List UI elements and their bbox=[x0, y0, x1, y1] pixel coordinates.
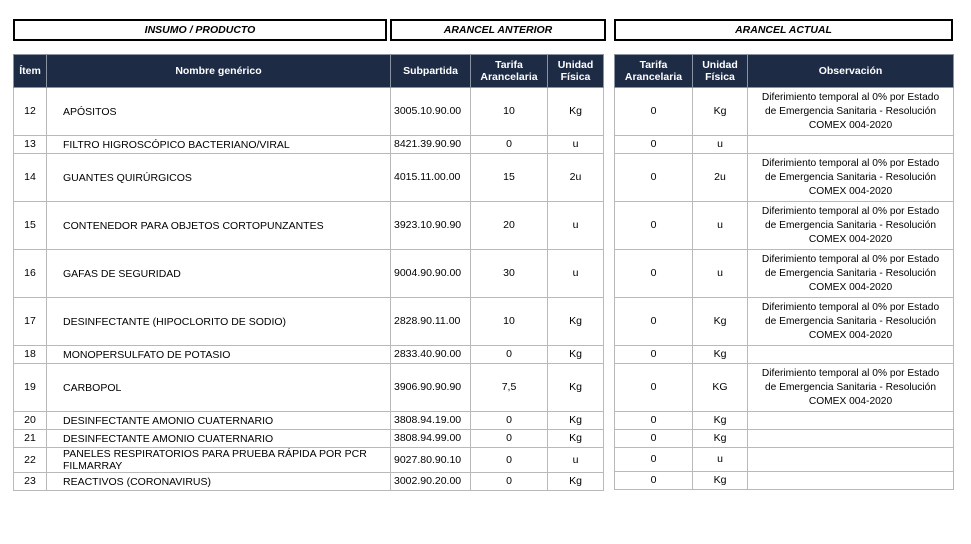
cell-item: 18 bbox=[14, 346, 47, 364]
cell-subpartida: 3906.90.90.90 bbox=[391, 364, 471, 412]
cell-observacion bbox=[748, 346, 954, 364]
col-header-tarifa-actual: Tarifa Arancelaria bbox=[615, 55, 693, 88]
cell-unidad-anterior: Kg bbox=[548, 298, 604, 346]
cell-tarifa-anterior: 0 bbox=[471, 448, 548, 473]
cell-unidad-anterior: u bbox=[548, 202, 604, 250]
table-row bbox=[14, 346, 604, 364]
cell-subpartida: 8421.39.90.90 bbox=[391, 136, 471, 154]
cell-unidad-anterior: 2u bbox=[548, 154, 604, 202]
tabla-arancel-anterior bbox=[13, 54, 604, 491]
table-row bbox=[615, 346, 954, 364]
observacion-line: de Emergencia Sanitaria - Resolución bbox=[764, 171, 936, 183]
cell-nombre: DESINFECTANTE AMONIO CUATERNARIO bbox=[47, 412, 391, 430]
cell-tarifa-actual: 0 bbox=[615, 154, 693, 202]
cell-observacion bbox=[748, 364, 954, 412]
observacion-line: Diferimiento temporal al 0% por Estado bbox=[761, 157, 940, 169]
table-row bbox=[615, 250, 954, 298]
table-row bbox=[14, 430, 604, 448]
cell-unidad-anterior: Kg bbox=[548, 364, 604, 412]
cell-item: 16 bbox=[14, 250, 47, 298]
cell-tarifa-actual: 0 bbox=[615, 472, 693, 490]
cell-item: 21 bbox=[14, 430, 47, 448]
observacion-line: COMEX 004-2020 bbox=[808, 395, 893, 407]
cell-nombre: APÓSITOS bbox=[47, 88, 391, 136]
cell-item: 20 bbox=[14, 412, 47, 430]
cell-unidad-anterior: u bbox=[548, 250, 604, 298]
observacion-line: COMEX 004-2020 bbox=[808, 185, 893, 197]
table-row bbox=[14, 88, 604, 136]
cell-observacion bbox=[748, 250, 954, 298]
table-row bbox=[615, 430, 954, 448]
cell-nombre: CARBOPOL bbox=[47, 364, 391, 412]
table-row bbox=[14, 154, 604, 202]
table-row bbox=[14, 412, 604, 430]
cell-subpartida: 4015.11.00.00 bbox=[391, 154, 471, 202]
observacion-line: Diferimiento temporal al 0% por Estado bbox=[761, 367, 940, 379]
cell-item: 14 bbox=[14, 154, 47, 202]
header-row bbox=[14, 55, 604, 88]
table-row bbox=[14, 250, 604, 298]
cell-observacion bbox=[748, 412, 954, 430]
cell-unidad-actual: u bbox=[693, 250, 748, 298]
table-row bbox=[14, 448, 604, 473]
cell-tarifa-anterior: 10 bbox=[471, 298, 548, 346]
cell-subpartida: 3005.10.90.00 bbox=[391, 88, 471, 136]
cell-tarifa-anterior: 0 bbox=[471, 412, 548, 430]
cell-tarifa-anterior: 0 bbox=[471, 430, 548, 448]
cell-tarifa-actual: 0 bbox=[615, 88, 693, 136]
observacion-line: Diferimiento temporal al 0% por Estado bbox=[761, 301, 940, 313]
table-row bbox=[615, 88, 954, 136]
cell-observacion bbox=[748, 154, 954, 202]
cell-tarifa-anterior: 30 bbox=[471, 250, 548, 298]
cell-tarifa-anterior: 0 bbox=[471, 346, 548, 364]
cell-tarifa-anterior: 0 bbox=[471, 473, 548, 491]
observacion-line: de Emergencia Sanitaria - Resolución bbox=[764, 315, 936, 327]
cell-nombre: CONTENEDOR PARA OBJETOS CORTOPUNZANTES bbox=[47, 202, 391, 250]
cell-observacion bbox=[748, 298, 954, 346]
cell-tarifa-actual: 0 bbox=[615, 346, 693, 364]
table-row bbox=[14, 364, 604, 412]
group-header-arancel-actual: ARANCEL ACTUAL bbox=[614, 19, 953, 41]
cell-tarifa-anterior: 10 bbox=[471, 88, 548, 136]
observacion-line: Diferimiento temporal al 0% por Estado bbox=[761, 91, 940, 103]
cell-tarifa-actual: 0 bbox=[615, 430, 693, 448]
col-header-item: Ítem bbox=[14, 55, 47, 88]
cell-unidad-anterior: Kg bbox=[548, 430, 604, 448]
table-row bbox=[14, 202, 604, 250]
cell-tarifa-anterior: 20 bbox=[471, 202, 548, 250]
cell-unidad-anterior: Kg bbox=[548, 412, 604, 430]
cell-nombre: MONOPERSULFATO DE POTASIO bbox=[47, 346, 391, 364]
col-header-unidad-anterior: Unidad Física bbox=[548, 55, 604, 88]
cell-tarifa-actual: 0 bbox=[615, 364, 693, 412]
table-row bbox=[615, 364, 954, 412]
cell-nombre: GAFAS DE SEGURIDAD bbox=[47, 250, 391, 298]
cell-item: 15 bbox=[14, 202, 47, 250]
cell-nombre: PANELES RESPIRATORIOS PARA PRUEBA RÁPIDA POR PCR FILMARRAY bbox=[47, 448, 391, 473]
col-header-observacion: Observación bbox=[748, 55, 954, 88]
cell-subpartida: 3002.90.20.00 bbox=[391, 473, 471, 491]
cell-unidad-actual: Kg bbox=[693, 412, 748, 430]
cell-unidad-anterior: u bbox=[548, 448, 604, 473]
cell-unidad-anterior: Kg bbox=[548, 88, 604, 136]
cell-nombre: DESINFECTANTE AMONIO CUATERNARIO bbox=[47, 430, 391, 448]
cell-item: 12 bbox=[14, 88, 47, 136]
cell-tarifa-anterior: 0 bbox=[471, 136, 548, 154]
cell-tarifa-actual: 0 bbox=[615, 202, 693, 250]
col-header-nombre: Nombre genérico bbox=[47, 55, 391, 88]
cell-unidad-anterior: Kg bbox=[548, 473, 604, 491]
cell-subpartida: 3923.10.90.90 bbox=[391, 202, 471, 250]
col-header-subpartida: Subpartida bbox=[391, 55, 471, 88]
cell-unidad-anterior: u bbox=[548, 136, 604, 154]
observacion-line: de Emergencia Sanitaria - Resolución bbox=[764, 381, 936, 393]
table-row bbox=[14, 298, 604, 346]
table-row bbox=[615, 472, 954, 490]
cell-nombre: GUANTES QUIRÚRGICOS bbox=[47, 154, 391, 202]
cell-unidad-actual: Kg bbox=[693, 430, 748, 448]
observacion-line: de Emergencia Sanitaria - Resolución bbox=[764, 219, 936, 231]
cell-nombre: REACTIVOS (CORONAVIRUS) bbox=[47, 473, 391, 491]
observacion-line: COMEX 004-2020 bbox=[808, 329, 893, 341]
cell-unidad-actual: u bbox=[693, 136, 748, 154]
cell-subpartida: 2828.90.11.00 bbox=[391, 298, 471, 346]
cell-tarifa-actual: 0 bbox=[615, 298, 693, 346]
cell-observacion bbox=[748, 448, 954, 472]
table-row bbox=[615, 154, 954, 202]
table-row bbox=[615, 412, 954, 430]
cell-subpartida: 3808.94.19.00 bbox=[391, 412, 471, 430]
cell-observacion bbox=[748, 472, 954, 490]
table-row bbox=[14, 473, 604, 491]
cell-observacion bbox=[748, 88, 954, 136]
cell-tarifa-actual: 0 bbox=[615, 448, 693, 472]
cell-tarifa-anterior: 7,5 bbox=[471, 364, 548, 412]
cell-subpartida: 9004.90.90.00 bbox=[391, 250, 471, 298]
cell-observacion bbox=[748, 136, 954, 154]
observacion-line: Diferimiento temporal al 0% por Estado bbox=[761, 253, 940, 265]
cell-observacion bbox=[748, 202, 954, 250]
cell-nombre: FILTRO HIGROSCÓPICO BACTERIANO/VIRAL bbox=[47, 136, 391, 154]
cell-unidad-actual: 2u bbox=[693, 154, 748, 202]
group-header-arancel-anterior: ARANCEL ANTERIOR bbox=[390, 19, 606, 41]
table-row bbox=[14, 136, 604, 154]
cell-subpartida: 2833.40.90.00 bbox=[391, 346, 471, 364]
cell-unidad-anterior: Kg bbox=[548, 346, 604, 364]
table-row bbox=[615, 202, 954, 250]
cell-unidad-actual: Kg bbox=[693, 88, 748, 136]
col-header-unidad-actual: Unidad Física bbox=[693, 55, 748, 88]
observacion-line: COMEX 004-2020 bbox=[808, 119, 893, 131]
cell-item: 17 bbox=[14, 298, 47, 346]
observacion-line: Diferimiento temporal al 0% por Estado bbox=[761, 205, 940, 217]
cell-unidad-actual: Kg bbox=[693, 346, 748, 364]
table-row bbox=[615, 136, 954, 154]
observacion-line: de Emergencia Sanitaria - Resolución bbox=[764, 105, 936, 117]
cell-unidad-actual: Kg bbox=[693, 298, 748, 346]
cell-unidad-actual: KG bbox=[693, 364, 748, 412]
cell-unidad-actual: u bbox=[693, 202, 748, 250]
tabla-arancel-actual bbox=[614, 54, 954, 490]
cell-tarifa-anterior: 15 bbox=[471, 154, 548, 202]
cell-item: 23 bbox=[14, 473, 47, 491]
cell-observacion bbox=[748, 430, 954, 448]
cell-item: 22 bbox=[14, 448, 47, 473]
cell-subpartida: 3808.94.99.00 bbox=[391, 430, 471, 448]
cell-tarifa-actual: 0 bbox=[615, 412, 693, 430]
observacion-line: COMEX 004-2020 bbox=[808, 281, 893, 293]
cell-nombre: DESINFECTANTE (HIPOCLORITO DE SODIO) bbox=[47, 298, 391, 346]
header-row bbox=[615, 55, 954, 88]
col-header-tarifa-anterior: Tarifa Arancelaria bbox=[471, 55, 548, 88]
cell-item: 19 bbox=[14, 364, 47, 412]
table-row bbox=[615, 448, 954, 472]
observacion-line: COMEX 004-2020 bbox=[808, 233, 893, 245]
group-header-insumo: INSUMO / PRODUCTO bbox=[13, 19, 387, 41]
cell-item: 13 bbox=[14, 136, 47, 154]
observacion-line: de Emergencia Sanitaria - Resolución bbox=[764, 267, 936, 279]
cell-unidad-actual: Kg bbox=[693, 472, 748, 490]
cell-tarifa-actual: 0 bbox=[615, 250, 693, 298]
cell-tarifa-actual: 0 bbox=[615, 136, 693, 154]
cell-unidad-actual: u bbox=[693, 448, 748, 472]
cell-subpartida: 9027.80.90.10 bbox=[391, 448, 471, 473]
table-row bbox=[615, 298, 954, 346]
